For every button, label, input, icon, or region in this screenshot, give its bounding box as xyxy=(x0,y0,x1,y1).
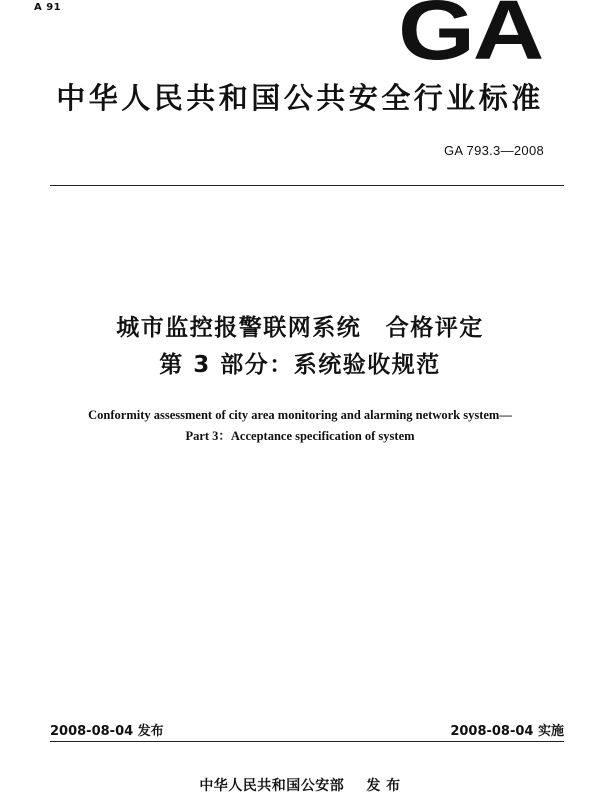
document-title-en-line2: Part 3：Acceptance specification of system xyxy=(185,429,415,443)
document-title-zh-line2: 第 3 部分：系统验收规范 xyxy=(159,352,441,378)
standard-category-title: 中华人民共和国公共安全行业标准 xyxy=(56,81,544,115)
issuing-action: 发 布 xyxy=(366,778,401,794)
issuer-line xyxy=(0,775,600,795)
issuing-authority: 中华人民共和国公安部 xyxy=(199,778,345,794)
ga-logo: GA xyxy=(398,0,542,77)
standard-code: GA 793.3—2008 xyxy=(443,143,544,158)
issue-date: 2008-08-04 发布 xyxy=(50,724,164,739)
implementation-date: 2008-08-04 实施 xyxy=(450,724,564,739)
footer-divider xyxy=(50,741,564,742)
header-divider xyxy=(50,185,564,186)
document-title-zh-line1: 城市监控报警联网系统 合格评定 xyxy=(116,315,484,341)
classification-code: A 91 xyxy=(34,2,62,13)
document-title-en-line1: Conformity assessment of city area monitoring and alarming network system— xyxy=(88,408,512,422)
